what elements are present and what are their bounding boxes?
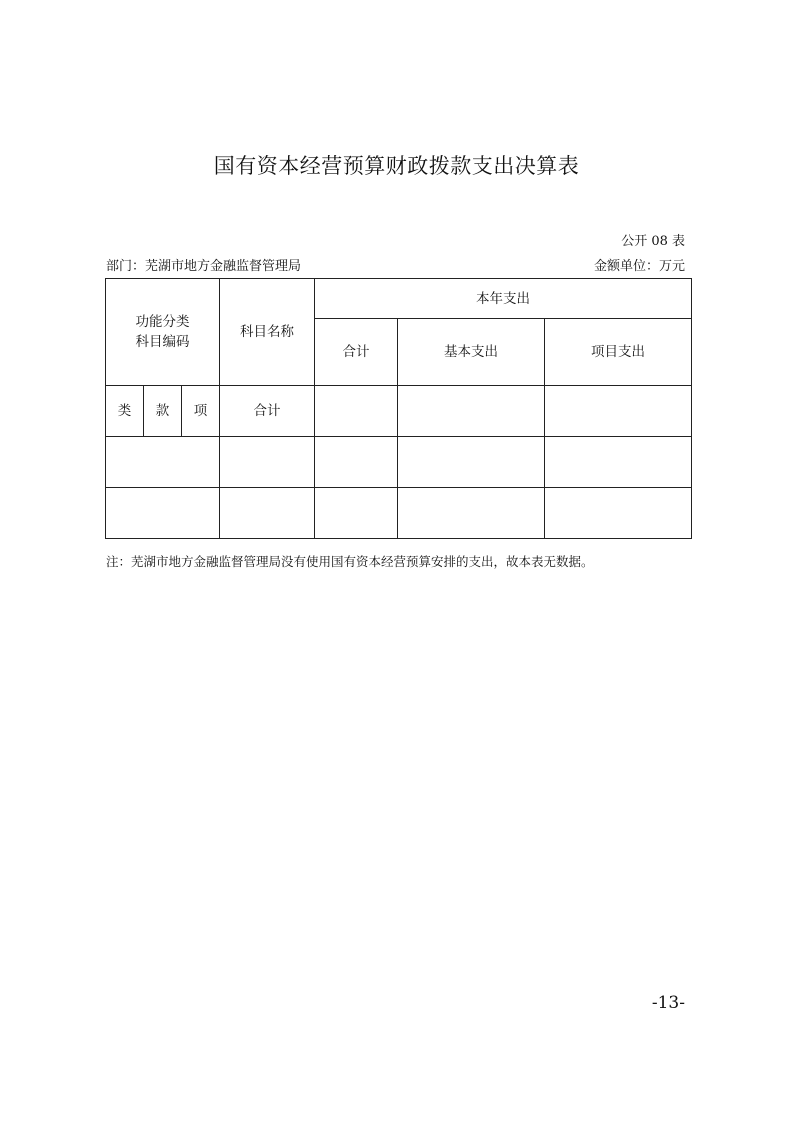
table-cell — [220, 488, 315, 539]
table-cell — [398, 488, 545, 539]
table-cell — [398, 437, 545, 488]
table-cell — [545, 488, 692, 539]
total-header: 合计 — [315, 319, 398, 386]
subject-name-header: 科目名称 — [220, 279, 315, 386]
table-cell — [220, 437, 315, 488]
table-row — [106, 488, 692, 539]
xiang-header: 项 — [182, 386, 220, 437]
basic-expense-header: 基本支出 — [398, 319, 545, 386]
kuan-header: 款 — [144, 386, 182, 437]
lei-header: 类 — [106, 386, 144, 437]
table-cell — [315, 488, 398, 539]
current-year-expense-header: 本年支出 — [315, 279, 692, 319]
table-cell — [106, 488, 220, 539]
sum-project-cell — [545, 386, 692, 437]
expense-table — [105, 278, 692, 539]
func-class-code-header — [106, 279, 220, 386]
form-number: 公开 08 表 — [621, 234, 685, 249]
amount-unit-label: 金额单位：万元 — [593, 259, 685, 274]
page-title: 国有资本经营预算财政拨款支出决算表 — [213, 154, 580, 178]
func-class-label: 功能分类 — [135, 314, 190, 330]
table-row — [106, 437, 692, 488]
table-cell — [315, 437, 398, 488]
table-note: 注：芜湖市地方金融监督管理局没有使用国有资本经营预算安排的支出，故本表无数据。 — [106, 554, 594, 569]
table-cell — [545, 437, 692, 488]
sum-basic-cell — [398, 386, 545, 437]
subject-code-label: 科目编码 — [135, 334, 190, 350]
sum-row-label: 合计 — [220, 386, 315, 437]
table-cell — [106, 437, 220, 488]
page-number: -13- — [651, 993, 685, 1013]
project-expense-header: 项目支出 — [545, 319, 692, 386]
department-label: 部门：芜湖市地方金融监督管理局 — [106, 259, 302, 274]
sum-total-cell — [315, 386, 398, 437]
